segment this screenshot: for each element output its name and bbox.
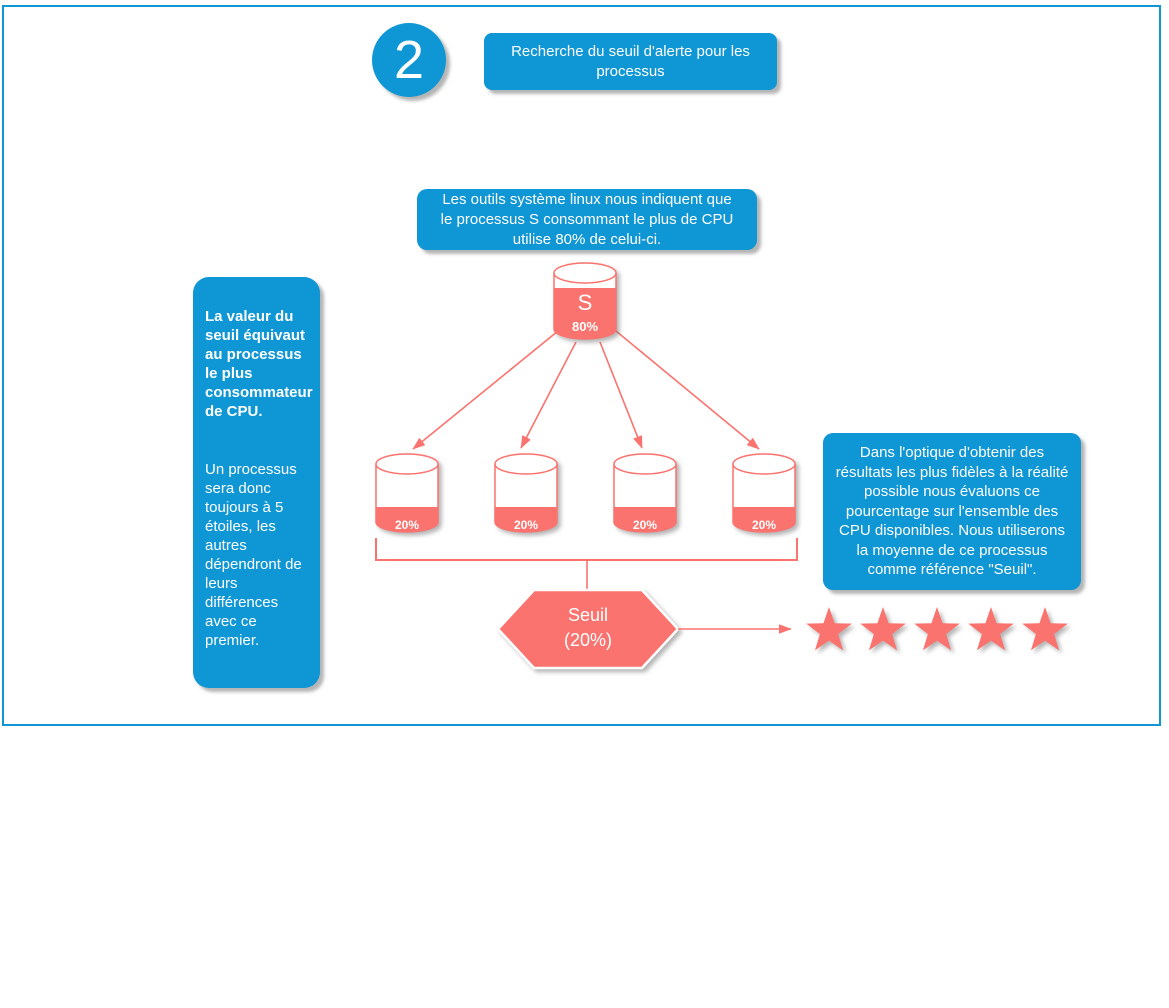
cylinder-top [733, 454, 795, 474]
seuil-title: Seuil [567, 605, 609, 625]
threshold-note-bold: La valeur du seuil équivaut au processus le plus consommateur de CPU. [205, 308, 313, 420]
cpu-cylinder-1 [376, 454, 438, 532]
seuil-value: (20%) [563, 630, 613, 650]
star-icon [806, 607, 852, 650]
cpu-usage: 20% [394, 518, 420, 532]
cylinder-top [376, 454, 438, 474]
system-tools-text: Les outils système linux nous indiquent que le processus S consommant le plus de CPU utilise 80% de celui-ci. [440, 190, 734, 248]
fanout-arrows [413, 331, 759, 449]
arrow-to-cpu-3 [600, 342, 642, 448]
cylinder-top [614, 454, 676, 474]
cpu-usage: 20% [632, 518, 658, 532]
process-label: S [577, 290, 593, 315]
arrow-to-cpu-1 [413, 331, 558, 449]
cpu-usage: 20% [513, 518, 539, 532]
cylinder-top [554, 263, 616, 283]
arrow-to-cpu-2 [521, 342, 576, 448]
process-cylinder [554, 263, 616, 339]
arrow-to-cpu-4 [616, 331, 759, 449]
seuil-hexagon [498, 590, 678, 668]
cylinder-top [495, 454, 557, 474]
step-number: 2 [393, 30, 425, 90]
star-icon [968, 607, 1014, 650]
star-rating [806, 607, 1068, 650]
threshold-note-detail: Un processus sera donc toujours à 5 étoiles, les autres dépendront de leurs différences avec ce premier. [205, 461, 302, 649]
star-icon [1022, 607, 1068, 650]
bracket-connector [376, 538, 797, 590]
cpu-cylinder-4 [733, 454, 795, 532]
cpu-usage: 20% [751, 518, 777, 532]
star-icon [860, 607, 906, 650]
average-note-text: Dans l'optique d'obtenir des résultats les plus fidèles à la réalité possible nous évaluons ce pourcentage sur l'ensemble des CPU disponibles. Nous utiliserons la moyenne de ce processus comme référence "Seuil". [835, 444, 1069, 579]
process-usage: 80% [571, 319, 599, 334]
star-icon [914, 607, 960, 650]
cpu-cylinder-3 [614, 454, 676, 532]
cpu-cylinder-2 [495, 454, 557, 532]
step-title: Recherche du seuil d'alerte pour les processus [511, 42, 750, 80]
